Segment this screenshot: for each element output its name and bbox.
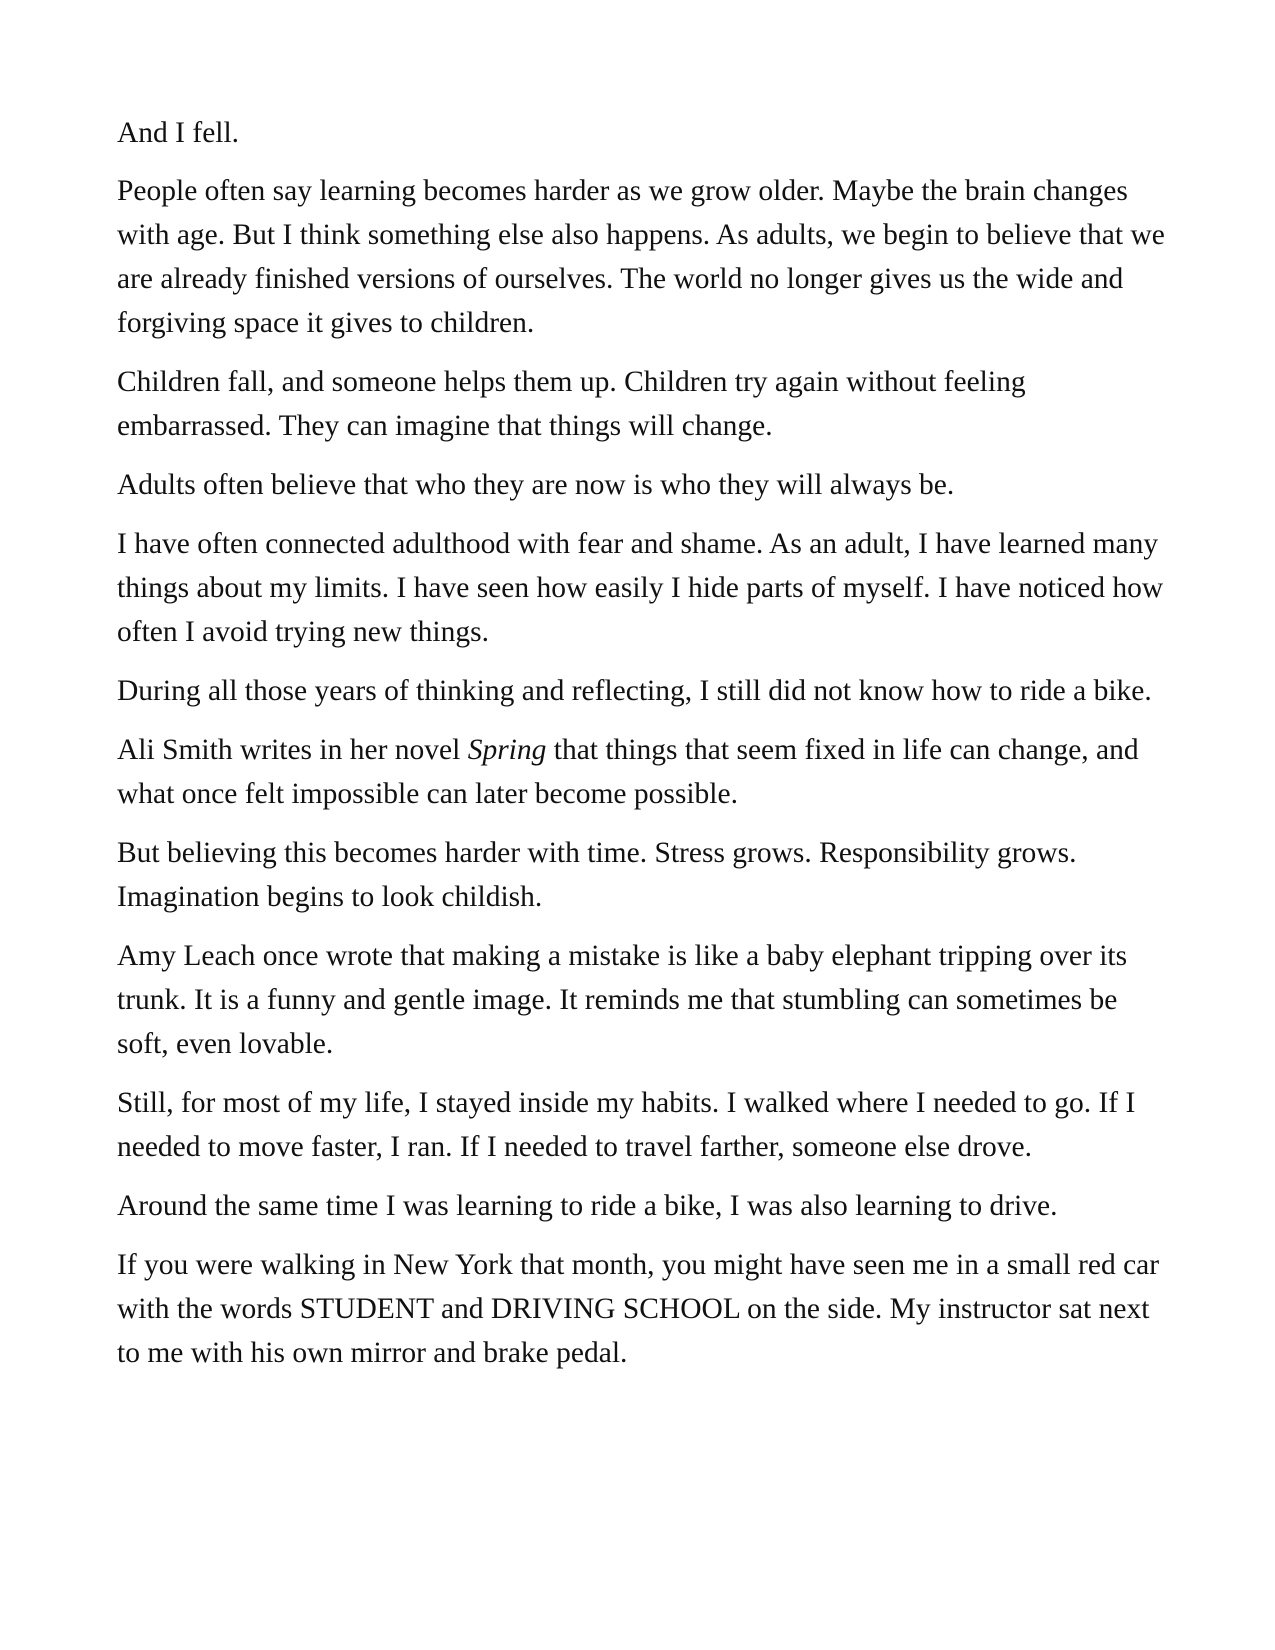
paragraph: And I fell. [117, 117, 240, 149]
paragraph: Adults often believe that who they are now is who they will always be. [117, 469, 955, 501]
paragraph-text: Ali Smith writes in her novel [117, 734, 468, 766]
paragraph: People often say learning becomes harder as we grow older. Maybe the brain changes with age. But I think something else also happens. As adults, we begin to believe that we are already finished versions of ourselves. The world no longer gives us the wide and forgiving space it gives to children. [117, 175, 1165, 339]
paragraph: If you were walking in New York that month, you might have seen me in a small red car with the words STUDENT and DRIVING SCHOOL on the side. My instructor sat next to me with his own mirror and brake pedal. [117, 1249, 1160, 1369]
paragraph-spring [117, 728, 1167, 816]
book-title: Spring [467, 734, 547, 766]
paragraph: I have often connected adulthood with fear and shame. As an adult, I have learned many things about my limits. I have seen how easily I hide parts of myself. I have noticed how often I avoid trying new things. [117, 528, 1164, 648]
document-page [117, 111, 1167, 1390]
paragraph: During all those years of thinking and reflecting, I still did not know how to ride a bike. [117, 675, 1152, 707]
paragraph: Amy Leach once wrote that making a mistake is like a baby elephant tripping over its trunk. It is a funny and gentle image. It reminds me that stumbling can sometimes be soft, even lovable. [117, 940, 1128, 1060]
paragraph: Children fall, and someone helps them up. Children try again without feeling embarrassed. They can imagine that things will change. [117, 366, 1026, 442]
paragraph: Around the same time I was learning to ride a bike, I was also learning to drive. [117, 1190, 1058, 1222]
paragraph-text: that things that seem fixed in life can change, and what once felt impossible can later become possible. [117, 734, 1139, 810]
paragraph: Still, for most of my life, I stayed inside my habits. I walked where I needed to go. If I needed to move faster, I ran. If I needed to travel farther, someone else drove. [117, 1087, 1136, 1163]
paragraph: But believing this becomes harder with time. Stress grows. Responsibility grows. Imagination begins to look childish. [117, 837, 1077, 913]
